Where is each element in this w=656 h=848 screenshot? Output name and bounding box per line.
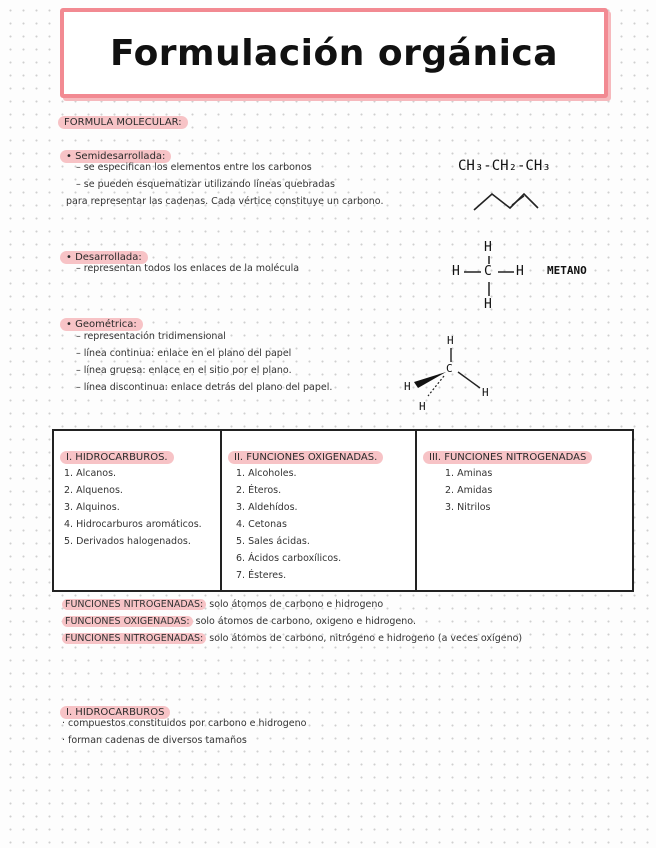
list-item: 2. Alquenos. xyxy=(64,485,123,496)
atom3d-c: C xyxy=(446,362,453,375)
functions-table xyxy=(52,429,634,592)
geometrica-line-1: – representación tridimensional xyxy=(76,331,226,342)
list-item: 1. Aminas xyxy=(445,468,493,479)
methane-name: METANO xyxy=(547,264,587,277)
semidesarrollada-line-2: – se pueden esquematizar utilizando líneas quebradas xyxy=(76,179,336,190)
col-heading-oxigenadas: II. FUNCIONES OXIGENADAS. xyxy=(228,451,383,464)
summary-text-1: solo átomos de carbono e hidrogeno xyxy=(206,599,384,610)
hidrocarburos-line-2: · forman cadenas de diversos tamaños xyxy=(62,735,247,746)
atom-h-top: H xyxy=(484,240,492,255)
list-item: 7. Ésteres. xyxy=(236,570,287,581)
title-box xyxy=(60,8,608,98)
list-item: 5. Derivados halogenados. xyxy=(64,536,191,547)
atom3d-h-left: H xyxy=(404,380,411,393)
list-item: 2. Amidas xyxy=(445,485,493,496)
atom-h-bottom: H xyxy=(484,297,492,312)
atom-c: C xyxy=(484,264,492,279)
desarrollada-line-1: – representan todos los enlaces de la molécula xyxy=(76,263,300,274)
atom-h-left: H xyxy=(452,264,460,279)
semidesarrollada-line-3: para representar las cadenas. Cada vértice constituye un carbono. xyxy=(66,196,384,207)
table-col-oxigenadas xyxy=(220,431,415,590)
summary-key-3: FUNCIONES NITROGENADAS: xyxy=(62,633,206,644)
list-item: 4. Cetonas xyxy=(236,519,287,530)
list-item: 6. Ácidos carboxílicos. xyxy=(236,553,342,564)
geometrica-label: • Geométrica: xyxy=(60,318,143,331)
list-item: 3. Nitrilos xyxy=(445,502,491,513)
list-item: 4. Hidrocarburos aromáticos. xyxy=(64,519,202,530)
summary-line-3 xyxy=(62,633,522,644)
table-col-nitrogenadas xyxy=(415,431,632,590)
hidrocarburos-line-1: · compuestos constituidos por carbono e hidrogeno xyxy=(62,718,307,729)
summary-key-1: FUNCIONES NITROGENADAS: xyxy=(62,599,206,610)
atom3d-h-bottom: H xyxy=(419,400,426,413)
list-item: 2. Éteros. xyxy=(236,485,282,496)
methane-bonds xyxy=(450,240,530,312)
summary-key-2: FUNCIONES OXIGENADAS: xyxy=(62,616,193,627)
summary-line-1 xyxy=(62,599,383,610)
col-heading-hidrocarburos: I. HIDROCARBUROS. xyxy=(60,451,174,464)
atom3d-h-right: H xyxy=(482,386,489,399)
list-item: 3. Aldehídos. xyxy=(236,502,298,513)
summary-line-2 xyxy=(62,616,416,627)
summary-text-2: solo átomos de carbono, oxigeno e hidrogeno. xyxy=(192,616,416,627)
semidesarrollada-line-1: – se especifican los elementos entre los carbonos xyxy=(76,162,312,173)
section-heading-formula xyxy=(58,110,188,129)
list-item: 1. Alcanos. xyxy=(64,468,117,479)
list-item: 1. Alcoholes. xyxy=(236,468,297,479)
geometrica-line-3: – línea gruesa: enlace en el sitio por el plano. xyxy=(76,365,292,376)
page-title: Formulación orgánica xyxy=(109,32,559,74)
methane-3d-bonds xyxy=(400,330,500,410)
formula-molecular-heading: FORMULA MOLECULAR: xyxy=(58,116,188,129)
semidesarrollada-label: • Semidesarrollada: xyxy=(60,150,171,163)
desarrollada-label: • Desarrollada: xyxy=(60,251,148,264)
atom-h-right: H xyxy=(516,264,524,279)
atom3d-h-top: H xyxy=(447,334,454,347)
col-heading-nitrogenadas: III. FUNCIONES NITROGENADAS xyxy=(423,451,592,464)
table-col-hidrocarburos xyxy=(54,431,220,590)
summary-text-3: solo átomos de carbono, nitrógeno e hidrogeno (a veces oxígeno) xyxy=(206,633,523,644)
hidrocarburos-heading: I. HIDROCARBUROS xyxy=(60,706,170,719)
geometrica-line-4: – línea discontinua: enlace detrás del plano del papel. xyxy=(76,382,333,393)
list-item: 3. Alquinos. xyxy=(64,502,120,513)
skeletal-formula-drawing xyxy=(472,188,542,214)
propane-formula: CH₃-CH₂-CH₃ xyxy=(458,158,551,174)
list-item: 5. Sales ácidas. xyxy=(236,536,310,547)
geometrica-line-2: – línea continua: enlace en el plano del papel xyxy=(76,348,292,359)
